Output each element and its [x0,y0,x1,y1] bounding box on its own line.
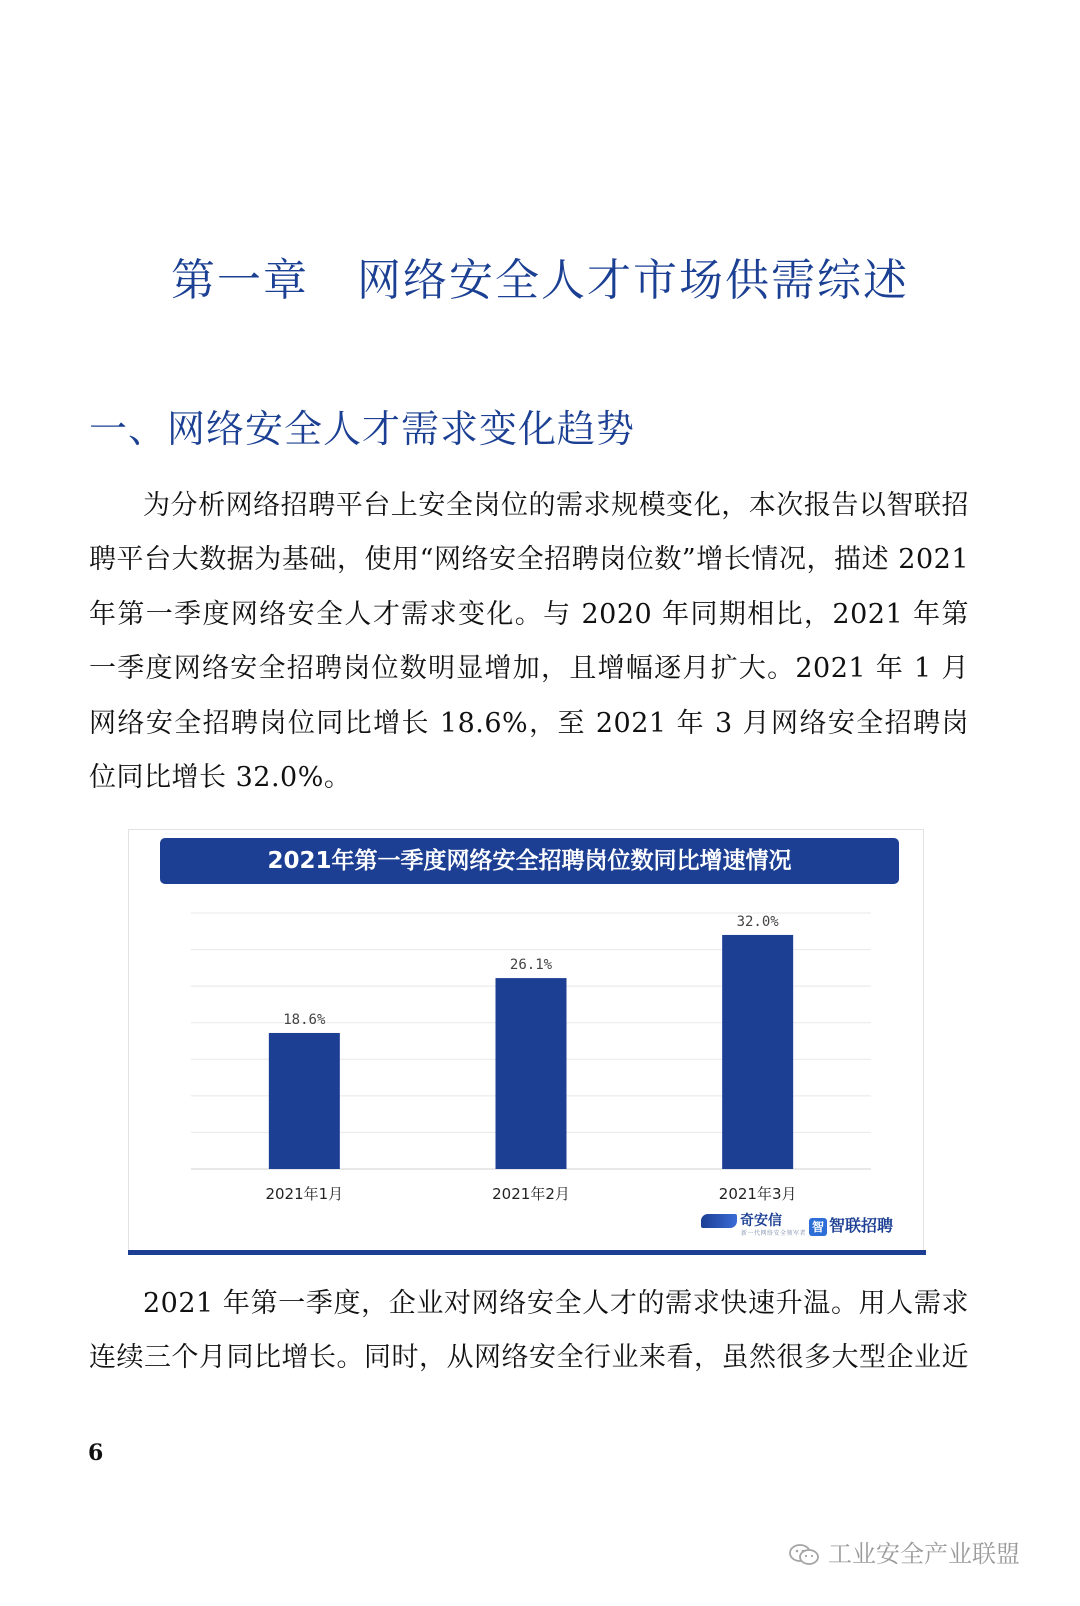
paragraph-body-2: 2021 年第一季度，企业对网络安全人才的需求快速升温。用人需求连续三个月同比增长。同时，从网络安全行业来看，虽然很多大型企业近 [89,1288,969,1374]
qianxin-logo-text: 奇安信 [740,1213,782,1229]
chart-title: 2021年第一季度网络安全招聘岗位数同比增速情况 [160,838,899,884]
zhaopin-logo [809,1213,893,1236]
chapter-title: 第一章 网络安全人才市场供需综述 [171,255,909,306]
x-tick-label-2: 2021年2月 [492,1185,570,1203]
qianxin-tagline: 新一代网络安全领军者 [741,1230,807,1237]
qianxin-logo-mark-icon [701,1214,737,1228]
section-heading: 一、网络安全人才需求变化趋势 [89,407,636,451]
bar-1 [269,1033,340,1169]
qianxin-logo [701,1210,806,1237]
x-tick-label-3: 2021年3月 [718,1185,797,1203]
paragraph-body-1: 为分析网络招聘平台上安全岗位的需求规模变化，本次报告以智联招聘平台大数据为基础，使用“网络安全招聘岗位数”增长情况，描述 2021 年第一季度网络安全人才需求变化。与 2020 年同期相比，2021 年第一季度网络安全招聘岗位数明显增加，且增幅逐月扩大。2021 年 1 月网络安全招聘岗位同比增长 18.6%，至 2021 年 3 月网络安全招聘岗位同比增长 32.0%。 [89,490,969,794]
bar-3 [722,935,793,1169]
wechat-icon [788,1543,820,1567]
x-tick-label-1: 2021年1月 [265,1185,344,1203]
bar-2 [496,978,567,1169]
watermark-text: 工业安全产业联盟 [828,1540,1020,1568]
watermark [788,1534,1020,1569]
data-label-1: 18.6% [283,1011,326,1028]
chart-figure [128,829,924,1252]
chart-bottom-rule [128,1250,926,1255]
zhaopin-logo-badge-icon: 智 [809,1218,827,1236]
data-label-3: 32.0% [736,913,779,930]
bar-chart [129,830,925,1253]
page-number: 6 [88,1440,104,1466]
zhaopin-logo-text: 智联招聘 [829,1216,894,1235]
data-label-2: 26.1% [509,957,553,974]
